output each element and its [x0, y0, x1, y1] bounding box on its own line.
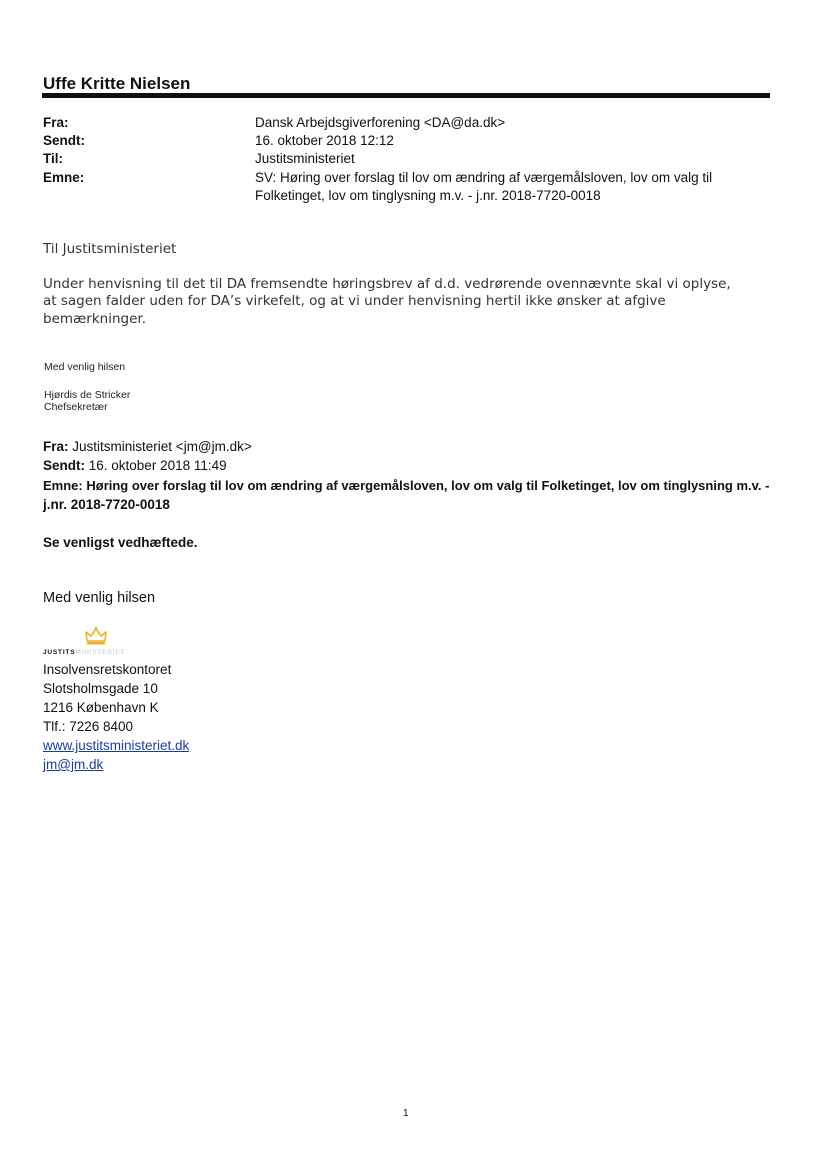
phone-number: Tlf.: 7226 8400: [43, 719, 134, 734]
reply-line-3: bemærkninger.: [43, 311, 146, 327]
fwd-from-label: Fra:: [43, 439, 69, 454]
fwd-sent-label: Sendt:: [43, 458, 85, 473]
reply-closing: Med venlig hilsen: [44, 361, 126, 373]
logo-light: MINISTERIET: [75, 649, 126, 656]
reply-greeting: Til Justitsministeriet: [43, 241, 177, 257]
street-address: Slotsholmsgade 10: [43, 681, 158, 696]
fwd-subject-line-1: Høring over forslag til lov om ændring af værgemålsloven, lov om valg til Folketinget, lov om tinglysning m.v. -: [86, 478, 770, 493]
fwd-from: [43, 437, 252, 456]
reply-signer: Hjørdis de Stricker: [44, 389, 131, 401]
subject-label: Emne:: [43, 170, 85, 185]
crown-icon: [84, 626, 108, 646]
fwd-from-value: Justitsministeriet <jm@jm.dk>: [72, 439, 252, 454]
sent-label: Sendt:: [43, 133, 85, 148]
reply-line-2: at sagen falder uden for DA’s virkefelt, og at vi under henvisning hertil ikke ønsker at afgive: [43, 293, 666, 309]
sent-value: 16. oktober 2018 12:12: [255, 133, 394, 148]
fwd-sent-value: 16. oktober 2018 11:49: [88, 458, 227, 473]
fwd-subject: [43, 476, 778, 495]
email-link[interactable]: jm@jm.dk: [43, 757, 104, 772]
fwd-closing: Med venlig hilsen: [43, 590, 156, 606]
to-value: Justitsministeriet: [255, 151, 355, 166]
sender-name: Uffe Kritte Nielsen: [43, 74, 191, 93]
reply-signer-title: Chefsekretær: [44, 401, 108, 413]
from-label: Fra:: [43, 115, 69, 130]
subject-line-2: Folketinget, lov om tinglysning m.v. - j.nr. 2018-7720-0018: [255, 188, 601, 203]
to-label: Til:: [43, 151, 63, 166]
from-value: Dansk Arbejdsgiverforening <DA@da.dk>: [255, 115, 506, 130]
fwd-subject-label: Emne:: [43, 478, 83, 493]
page-number: 1: [403, 1108, 409, 1119]
fwd-subject-line-2: j.nr. 2018-7720-0018: [43, 497, 170, 512]
fwd-sent: [43, 456, 227, 475]
header-rule: [42, 93, 770, 98]
city-address: 1216 København K: [43, 700, 159, 715]
reply-line-1: Under henvisning til det til DA fremsendte høringsbrev af d.d. vedrørende ovennævnte skal vi oplyse,: [43, 276, 731, 292]
office-name: Insolvensretskontoret: [43, 662, 172, 677]
fwd-body: Se venligst vedhæftede.: [43, 535, 198, 550]
ministry-logo-text: [43, 649, 125, 656]
logo-bold: JUSTITS: [43, 649, 76, 656]
website-link[interactable]: www.justitsministeriet.dk: [43, 738, 190, 753]
subject-line-1: SV: Høring over forslag til lov om ændring af værgemålsloven, lov om valg til: [255, 170, 713, 185]
